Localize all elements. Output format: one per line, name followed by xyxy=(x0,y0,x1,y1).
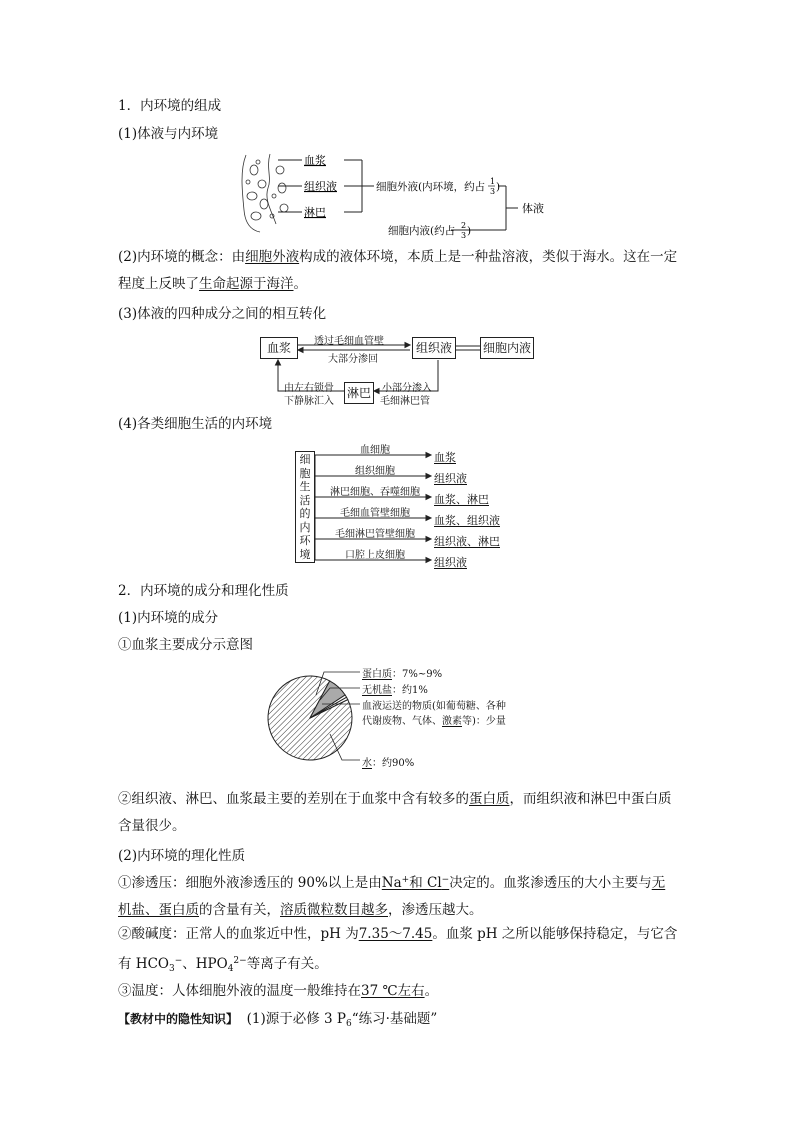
vertical-char: 胞 xyxy=(299,466,311,480)
frac1-close: ) xyxy=(496,181,501,193)
subheading-conversion: (3)体液的四种成分之间的相互转化 xyxy=(118,306,327,322)
box-xibaoneiye: 细胞内液 xyxy=(480,337,534,359)
plasma-pie-chart xyxy=(264,662,544,772)
answer-temperature: 37 ℃左右 xyxy=(361,983,425,999)
subheading-components: (1)内环境的成分 xyxy=(118,610,219,626)
body-fluid-diagram xyxy=(236,150,566,240)
hidden-knowledge-tag: 【教材中的隐性知识】 xyxy=(118,1012,239,1026)
subheading-body-fluid: (1)体液与内环境 xyxy=(118,126,219,142)
label-tiye: 体液 xyxy=(522,202,544,215)
paragraph-hidden-knowledge: 【教材中的隐性知识】 (1)源于必修 3 $P_6“$练习·基础题” xyxy=(118,1011,438,1029)
paragraph-concept: (2)内环境的概念：由细胞外液构成的液体环境，本质上是一种盐溶液，类似于海水。这在一定程度上反映了生命起源于海洋。 xyxy=(118,249,678,292)
cell-type: 毛细淋巴管壁细胞 xyxy=(335,529,415,540)
answer-ph-range: 7.35～7.45 xyxy=(358,926,433,942)
vertical-char: 的 xyxy=(299,507,311,520)
frac1-den: 3 xyxy=(490,187,496,196)
frac2-num: 2 xyxy=(461,221,467,230)
vertical-char: 环 xyxy=(299,534,311,547)
subheading-physicochemical: (2)内环境的理化性质 xyxy=(118,848,246,864)
section-2-title: 2．内环境的成分和理化性质 xyxy=(118,583,289,599)
conversion-diagram xyxy=(258,334,538,406)
box-xuejiang: 血浆 xyxy=(260,337,298,359)
cell-type: 血细胞 xyxy=(360,445,390,456)
label-protein: 蛋白质：7%~9% xyxy=(362,669,443,680)
frac1-num: 1 xyxy=(490,177,496,186)
label-xibaowaiye: 细胞外液(内环境，约占 xyxy=(376,181,486,193)
answer-protein: 蛋白质 xyxy=(469,791,510,807)
vertical-char: 内 xyxy=(299,520,311,534)
frac2-close: ) xyxy=(467,225,472,237)
label-tougua: 透过毛细血管壁 xyxy=(314,336,384,347)
paragraph-osmotic: ①渗透压：细胞外液渗透压的 90%以上是由Na+和 Cl−决定的。血浆渗透压的大小主要与无机盐、蛋白质的含量有关，溶质微粒数目越多，渗透压越大。 xyxy=(118,875,666,918)
environment: 组织液 xyxy=(434,472,467,485)
vertical-char: 细 xyxy=(299,453,311,466)
answer-solute: 溶质微粒数目越多 xyxy=(280,902,388,918)
label-suogu: 由左右锁骨 xyxy=(284,383,334,394)
label-transport-1: 血液运送的物质(如葡萄糖、各种 xyxy=(362,701,506,712)
paragraph-difference: ②组织液、淋巴、血浆最主要的差别在于血浆中含有较多的蛋白质，而组织液和淋巴中蛋白质含量很少。 xyxy=(118,791,672,834)
label-shenru: 小部分渗入 xyxy=(382,383,432,394)
environment: 血浆、组织液 xyxy=(434,514,500,527)
frac2-den: 3 xyxy=(461,231,467,240)
vertical-char: 生 xyxy=(299,480,311,493)
paragraph-ph: ②酸碱度：正常人的血浆近中性，pH 为7.35～7.45。血浆 pH 之所以能够保持稳定，与它含有 $HCO_3^-$、$HPO_4^{2-}$等离子有关。 xyxy=(118,926,678,974)
label-shenhui: 大部分渗回 xyxy=(328,354,378,365)
cell-type: 组织细胞 xyxy=(355,466,395,477)
box-linba: 淋巴 xyxy=(344,382,374,404)
vertical-char: 境 xyxy=(299,547,311,561)
cell-type: 口腔上皮细胞 xyxy=(345,550,405,561)
label-zuzhiye: 组织液 xyxy=(304,180,337,193)
label-jingmai: 下静脉汇入 xyxy=(284,396,334,407)
cell-tissue-illustration xyxy=(242,154,288,232)
label-transport-2: 代谢废物、气体、激素等)：少量 xyxy=(362,716,506,727)
answer-origin-ocean: 生命起源于海洋 xyxy=(199,276,294,292)
section-1-title: 1．内环境的组成 xyxy=(118,98,222,114)
cell-environment-diagram xyxy=(293,441,513,567)
label-salt: 无机盐：约1% xyxy=(362,685,428,696)
label-linbaguan: 毛细淋巴管 xyxy=(380,396,430,407)
subheading-plasma-chart: ①血浆主要成分示意图 xyxy=(118,637,253,653)
answer-salt-protein: 无机盐、蛋白质 xyxy=(118,875,666,918)
cell-type: 淋巴细胞、吞噬细胞 xyxy=(330,487,420,498)
environment: 血浆 xyxy=(434,451,456,464)
box-zuzhiye: 组织液 xyxy=(412,337,456,359)
answer-xibaowaiye: 细胞外液 xyxy=(245,249,300,265)
subheading-cell-environment: (4)各类细胞生活的内环境 xyxy=(118,416,273,432)
label-water: 水：约90% xyxy=(362,758,415,769)
label-xuejiang: 血浆 xyxy=(304,154,326,167)
vertical-char: 活 xyxy=(299,493,311,507)
paragraph-temperature: ③温度：人体细胞外液的温度一般维持在37 ℃左右。 xyxy=(118,983,439,999)
environment: 组织液、淋巴 xyxy=(434,535,500,548)
label-linba: 淋巴 xyxy=(304,206,326,219)
environment: 组织液 xyxy=(434,556,467,569)
label-xibaoneiye: 细胞内液(约占 xyxy=(388,225,456,237)
answer-na-cl: Na+和 Cl− xyxy=(381,875,450,891)
environment: 血浆、淋巴 xyxy=(434,493,489,506)
diagram1-connectors xyxy=(278,160,518,230)
cell-type: 毛细血管壁细胞 xyxy=(340,508,410,519)
